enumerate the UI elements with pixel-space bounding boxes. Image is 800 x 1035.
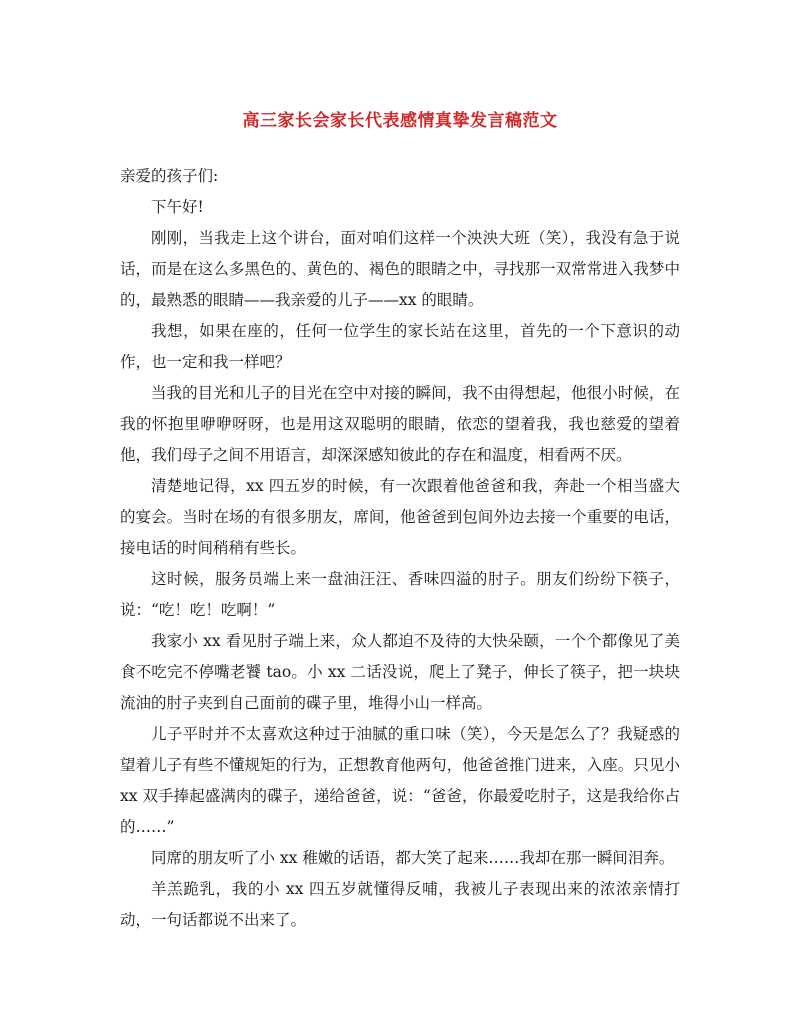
paragraph: 下午好! [151, 198, 204, 216]
paragraph: 同席的朋友听了小 xx 稚嫩的话语，都大笑了起来……我却在那一瞬间泪奔。 [151, 849, 675, 867]
paragraph: 清楚地记得，xx 四五岁的时候，有一次跟着他爸爸和我，奔赴一个相当盛大的宴会。当时在场的有很多朋友，席间，他爸爸到包间外边去接一个重要的电话，接电话的时间稍稍有些长。 [120, 477, 680, 557]
paragraph: 刚刚，当我走上这个讲台，面对咱们这样一个泱泱大班（笑），我没有急于说话，而是在这么多黑色的、黄色的、褐色的眼睛之中，寻找那一双常常进入我梦中的，最熟悉的眼睛——我亲爱的儿子——xx 的眼睛。 [120, 229, 680, 309]
paragraph: 这时候，服务员端上来一盘油汪汪、香味四溢的肘子。朋友们纷纷下筷子，说：“吃！吃！吃啊！” [120, 570, 680, 619]
paragraph: 当我的目光和儿子的目光在空中对接的瞬间，我不由得想起，他很小时候，在我的怀抱里咿咿呀呀，也是用这双聪明的眼睛，依恋的望着我，我也慈爱的望着他，我们母子之间不用语言，却深深感知彼此的存在和温度，相看两不厌。 [120, 384, 680, 464]
document-body [120, 161, 680, 936]
salutation: 亲爱的孩子们: [120, 167, 219, 185]
paragraph: 儿子平时并不太喜欢这种过于油腻的重口味（笑），今天是怎么了？我疑惑的望着儿子有些不懂规矩的行为，正想教育他两句，他爸爸推门进来，入座。只见小 xx 双手捧起盛满肉的碟子，递给爸爸，说：“爸爸，你最爱吃肘子，这是我给你占的……” [120, 725, 680, 836]
paragraph: 我家小 xx 看见肘子端上来，众人都迫不及待的大快朵颐，一个个都像见了美食不吃完不停嘴老饕 tao。小 xx 二话没说，爬上了凳子，伸长了筷子，把一块块流油的肘子夹到自己面前的碟子里，堆得小山一样高。 [120, 632, 680, 712]
paragraph: 羊羔跪乳，我的小 xx 四五岁就懂得反哺，我被儿子表现出来的浓浓亲情打动，一句话都说不出来了。 [120, 880, 680, 929]
document-title: 高三家长会家长代表感情真挚发言稿范文 [242, 111, 558, 131]
paragraph: 我想，如果在座的，任何一位学生的家长站在这里，首先的一个下意识的动作，也一定和我一样吧？ [120, 322, 680, 371]
